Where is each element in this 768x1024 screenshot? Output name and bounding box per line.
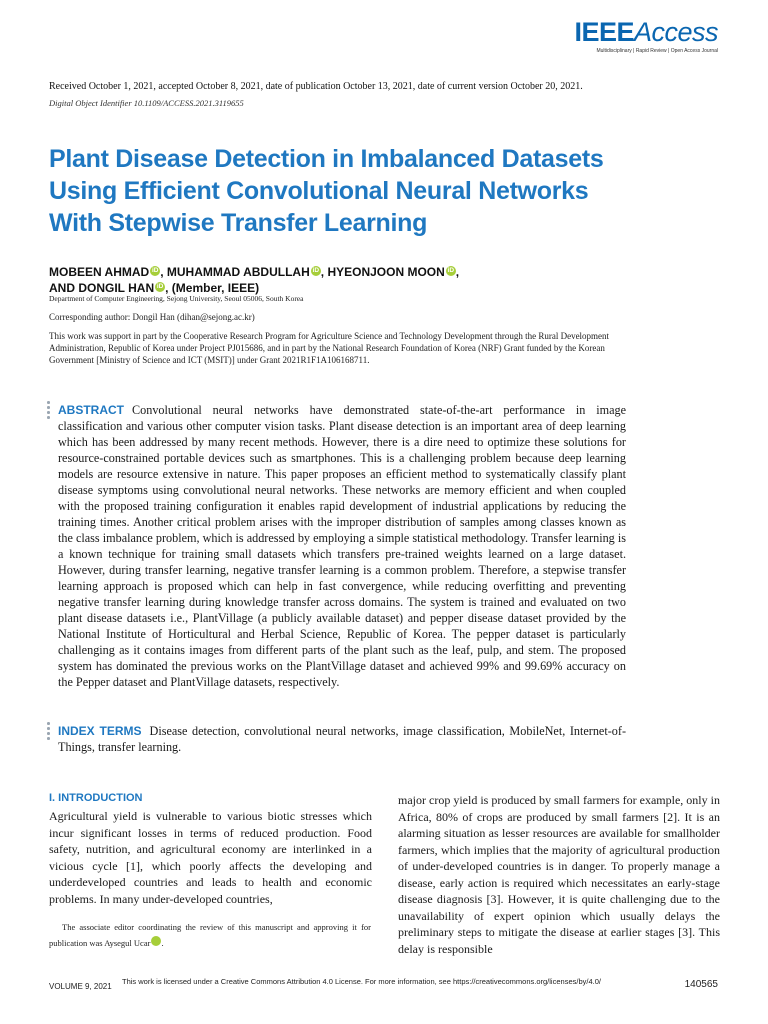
footnote-text: The associate editor coordinating the review of this manuscript and approving it for publication was Aysegul Ucar	[49, 922, 371, 948]
logo-access: Access	[633, 17, 718, 47]
orcid-icon[interactable]: iD	[151, 267, 159, 274]
logo-wordmark	[574, 18, 718, 46]
orcid-icon[interactable]: iD	[312, 267, 320, 274]
received-dates: Received October 1, 2021, accepted October 8, 2021, date of publication October 13, 2021, date of current version October 20, 2021.	[49, 81, 583, 92]
author-name: MUHAMMAD ABDULLAH	[166, 265, 310, 279]
logo-tagline: Multidisciplinary | Rapid Review | Open Access Journal	[596, 48, 718, 54]
paper-title	[49, 143, 689, 239]
member-note: , (Member, IEEE)	[165, 281, 260, 295]
section-heading-introduction: I. INTRODUCTION	[49, 792, 143, 804]
abstract-dots-icon	[47, 401, 51, 421]
footer-page-number: 140565	[684, 979, 718, 990]
author-name: AND DONGIL HAN	[49, 281, 155, 295]
title-line: Plant Disease Detection in Imbalanced Datasets	[49, 145, 604, 173]
author-name: HYEONJOON MOON	[327, 265, 445, 279]
intro-right-column: major crop yield is produced by small farmers for example, only in Africa, 80% of crops are produced by small farmers [2]. It is an alarming situation as lesser resources are available for smallholder farmers, which implies that the majority of agricultural production of under-developed countries is in danger. To properly manage a disease, early action is required which necessitates an early-stage disease diagnosis [3]. However, it is quite challenging due to the unavailability of expert opinion which usually delays the preliminary steps to mitigate the disease at earlier stages [3]. This delay is responsible	[398, 793, 720, 956]
orcid-icon[interactable]: iD	[151, 936, 161, 946]
footer-volume: VOLUME 9, 2021	[49, 982, 112, 991]
abstract-text: Convolutional neural networks have demonstrated state-of-the-art performance in image classification and various other computer vision tasks. Plant disease detection is an important area of deep learning which has been addressed by many recent methods. However, there is a dire need to optimize these solutions for resource-constrained portable devices such as smartphones. This is a challenging problem because deep learning models are resource extensive in nature. This paper proposes an efficient method to systematically classify plant disease symptoms using convolutional neural networks. These networks are memory efficient and when coupled with the proposed training configuration it enables rapid development of industrial applications by reducing the training times. Another critical problem arises with the improper distribution of samples among classes known as the class imbalance problem, which is addressed by employing a simple statistical methodology. Transfer learning is a known technique for training small datasets which transfers pre-trained weights learned on a large dataset. However, during transfer learning, negative transfer learning is a common problem. Therefore, a stepwise transfer learning approach is proposed which can help in fast convergence, while reducing overfitting and preventing negative transfer learning during knowledge transfer across domains. The system is trained and evaluated on two plant disease datasets i.e., PlantVillage (a publicly available dataset) and pepper disease dataset provided by the National Institute of Horticultural and Herbal Science, Republic of Korea. The pepper dataset is particularly challenging as it contains images from different parts of the plant such as the leaf, pulp, and stem. The proposed system has dominated the previous works on the PlantVillage dataset and achieved 99% and 99.69% accuracy on the Pepper dataset and PlantVillage datasets, respectively.	[58, 403, 626, 689]
doi: Digital Object Identifier 10.1109/ACCESS.2021.3119655	[49, 98, 244, 108]
footer-license: This work is licensed under a Creative Commons Attribution 4.0 License. For more information, see https://creativecommons.org/licenses/by/4.0/	[122, 977, 601, 986]
abstract-heading: ABSTRACT	[58, 403, 124, 417]
orcid-icon[interactable]: iD	[447, 267, 455, 274]
index-terms-heading: INDEX TERMS	[58, 724, 142, 738]
index-terms	[58, 723, 626, 755]
affiliation: Department of Computer Engineering, Sejong University, Seoul 05006, South Korea	[49, 294, 304, 303]
index-terms-dots-icon	[47, 722, 51, 742]
intro-left-column: Agricultural yield is vulnerable to various biotic stresses which incur significant losses in terms of reduced production. Food safety, nutrition, and agricultural economy are interlinked in a vicious cycle [1], which poorly affects the developing and underdeveloped countries and leads to health and economic problems. In many under-developed countries,	[49, 809, 372, 906]
index-terms-text: Disease detection, convolutional neural networks, image classification, MobileNet, Internet-of-Things, transfer learning.	[58, 724, 626, 754]
editor-footnote	[49, 919, 371, 951]
footnote-end: .	[161, 938, 164, 948]
corresponding-author: Corresponding author: Dongil Han (dihan@sejong.ac.kr)	[49, 312, 255, 322]
title-line: Using Efficient Convolutional Neural Networks	[49, 177, 589, 205]
logo-ieee: IEEE	[574, 17, 634, 47]
author-name: MOBEEN AHMAD	[49, 265, 150, 279]
funding-note: This work was support in part by the Cooperative Research Program for Agriculture Science and Technology Development through the Rural Development Administration, Republic of Korea under Project PJ015686, and in part by the National Research Foundation of Korea (NRF) Grant funded by the Korean Government [Ministry of Science and ICT (MSIT)] under Grant 2021R1F1A106168711.	[49, 331, 610, 365]
title-line: With Stepwise Transfer Learning	[49, 209, 428, 237]
ieee-access-logo	[574, 18, 718, 54]
author-list	[49, 264, 459, 296]
abstract	[58, 402, 626, 690]
author-line-1: MOBEEN AHMAD iD , MUHAMMAD ABDULLAH iD , HYEONJOON MOON iD ,	[49, 265, 460, 279]
orcid-icon[interactable]: iD	[156, 283, 164, 290]
